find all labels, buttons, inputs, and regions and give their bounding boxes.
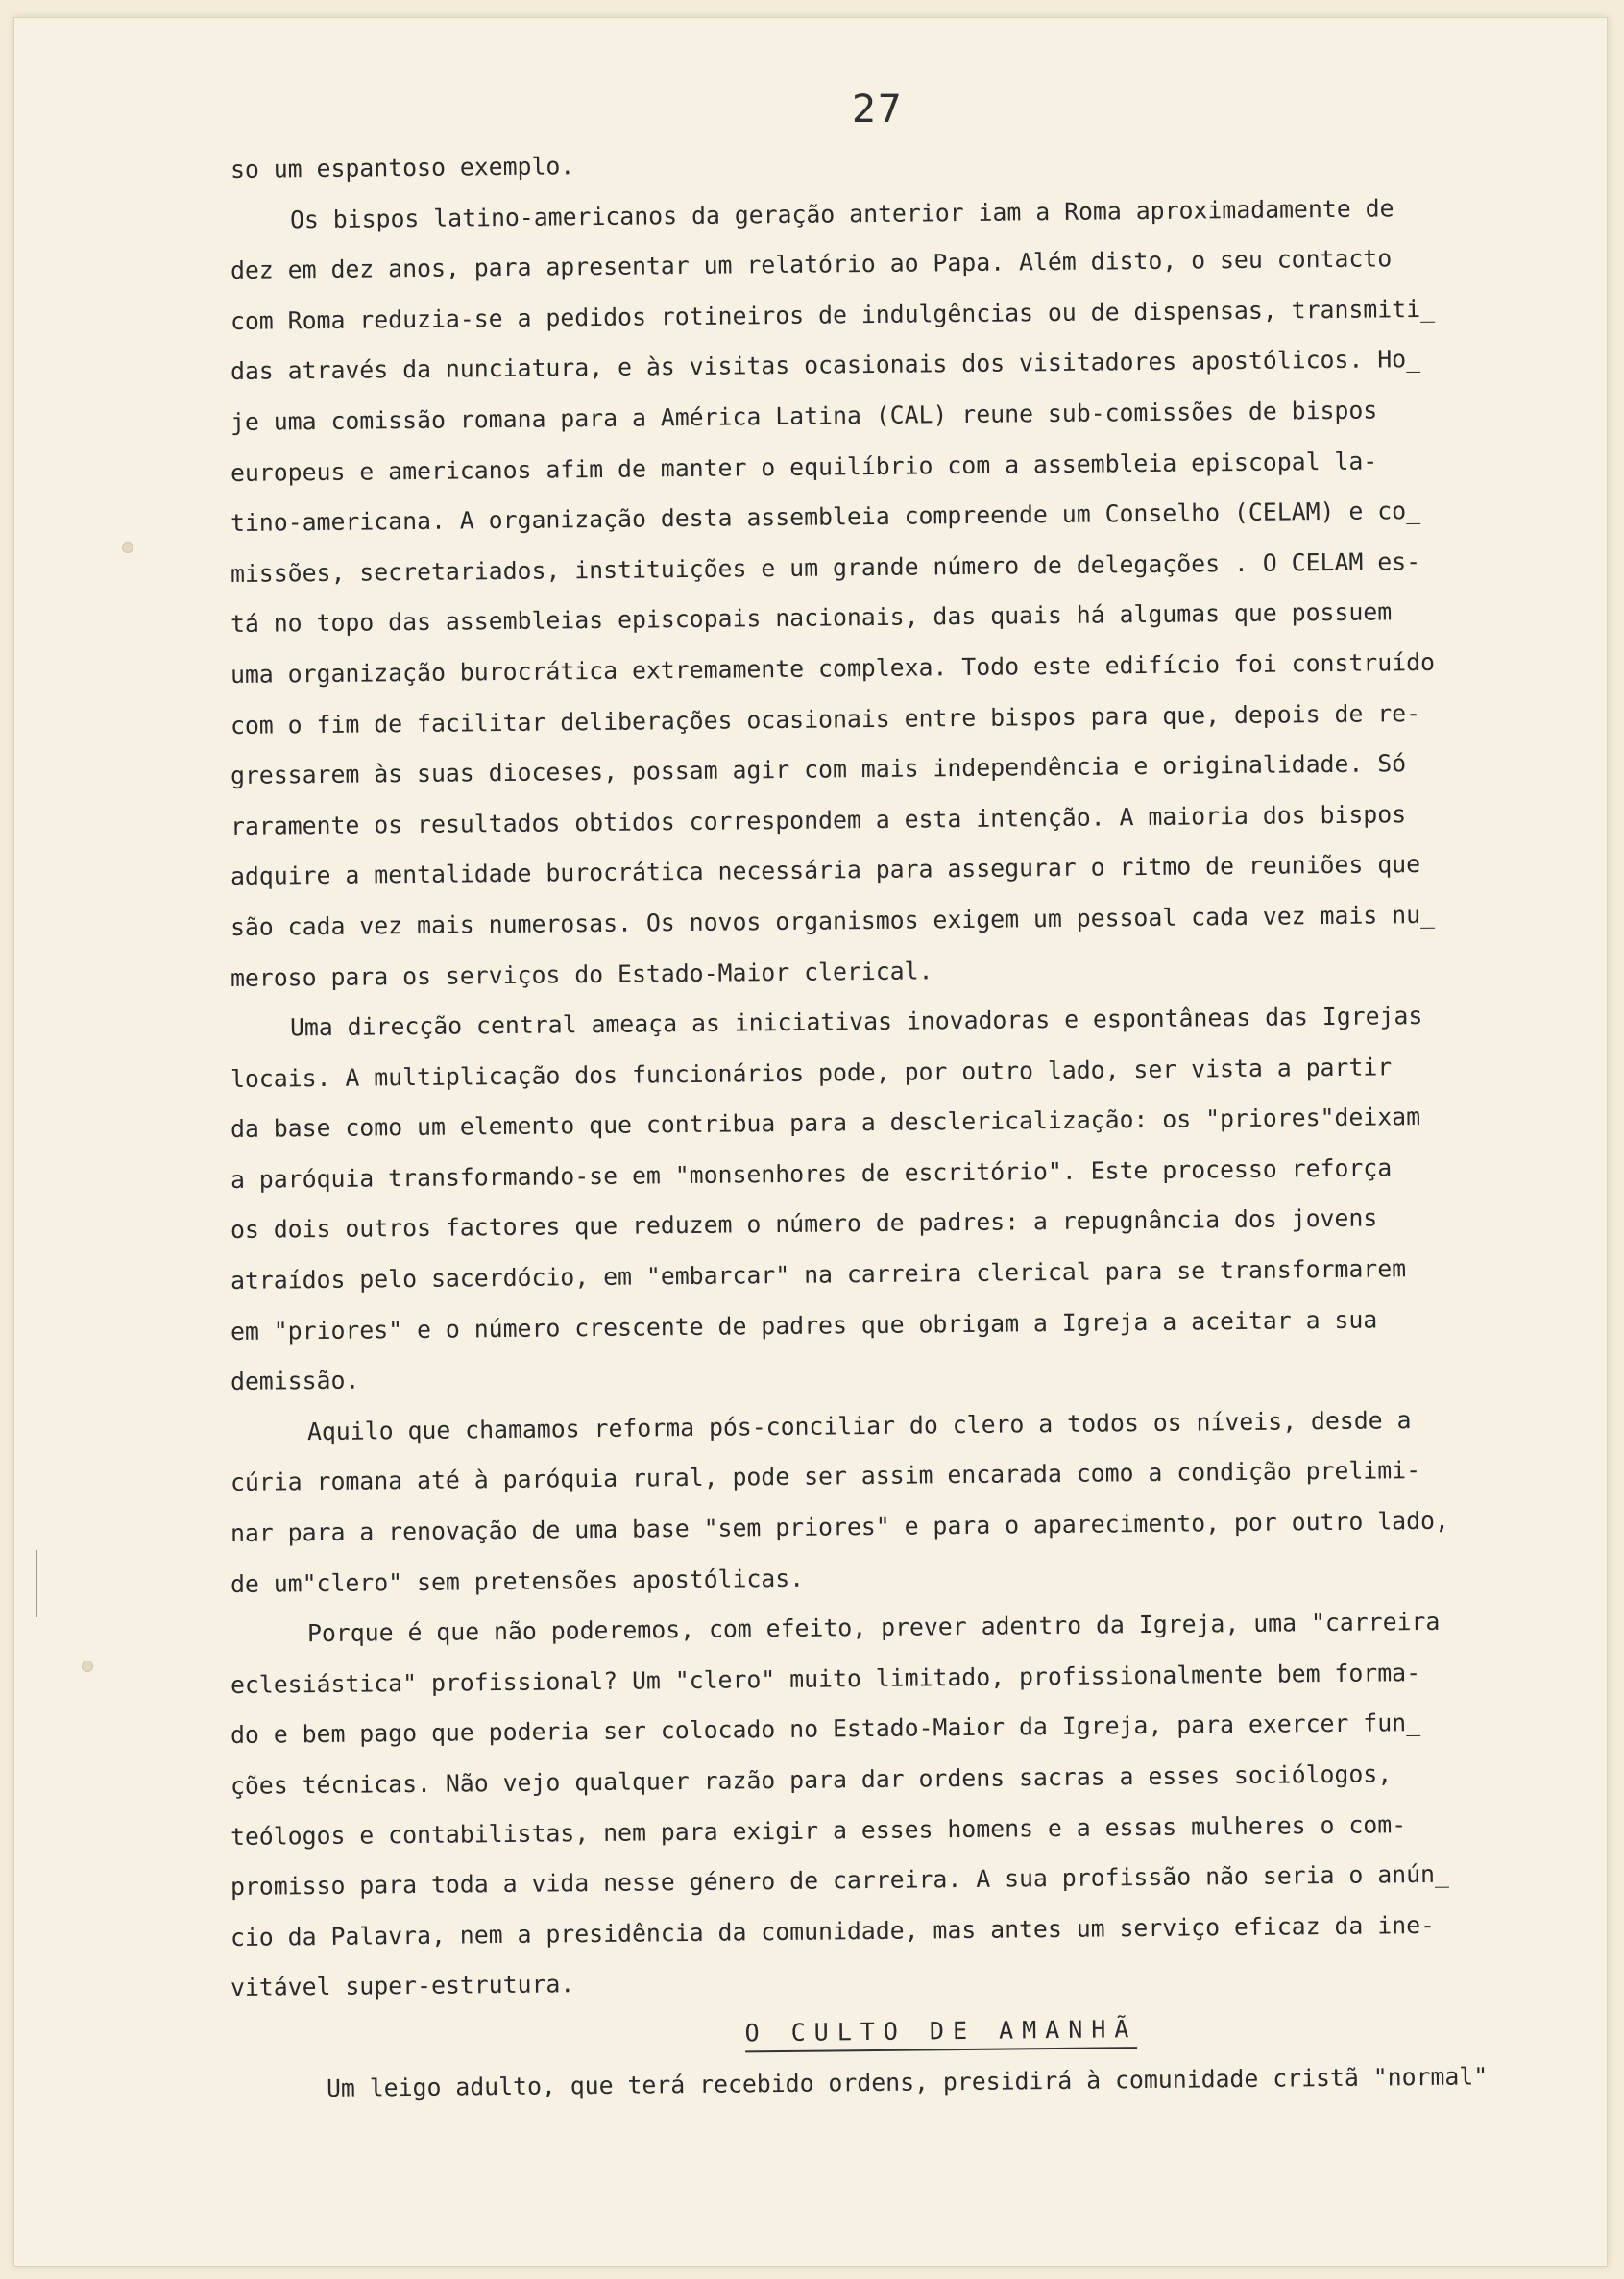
text-line: com Roma reduzia-se a pedidos rotineiros de indulgências ou de dispensas, transmiti_	[230, 294, 1436, 335]
text-line: meroso para os serviços do Estado-Maior clerical.	[230, 956, 933, 992]
text-line: eclesiástica" profissional? Um "clero" muito limitado, profissionalmente bem forma-	[230, 1658, 1421, 1699]
text-line: gressarem às suas dioceses, possam agir com mais independência e originalidade. Só	[230, 749, 1407, 790]
text-line: os dois outros factores que reduzem o número de padres: a repugnância dos jovens	[230, 1203, 1378, 1245]
text-line: so um espantoso exemplo.	[230, 152, 575, 183]
text-line: cúria romana até à paróquia rural, pode ser assim encarada como a condição prelimi-	[230, 1456, 1421, 1497]
text-line: raramente os resultados obtidos correspondem a esta intenção. A maioria dos bispos	[230, 799, 1407, 840]
text-line: europeus e americanos afim de manter o equilíbrio com a assembleia episcopal la-	[230, 447, 1378, 487]
text-line: teólogos e contabilistas, nem para exigir a esses homens e a essas mulheres o com-	[230, 1809, 1407, 1851]
text-line: locais. A multiplicação dos funcionários pode, por outro lado, ser vista a partir	[230, 1053, 1393, 1093]
text-line: tino-americana. A organização desta assembleia compreende um Conselho (CELAM) e co_	[230, 497, 1421, 538]
text-line: são cada vez mais numerosas. Os novos organismos exigem um pessoal cada vez mais nu_	[230, 900, 1436, 941]
text-line: ções técnicas. Não vejo qualquer razão para dar ordens sacras a esses sociólogos,	[230, 1759, 1393, 1800]
text-line: nar para a renovação de uma base "sem priores" e para o aparecimento, por outro lado,	[230, 1506, 1450, 1548]
text-line: uma organização burocrática extremamente complexa. Todo este edifício foi construído	[230, 647, 1436, 689]
text-line: atraídos pelo sacerdócio, em "embarcar" na carreira clerical para se transformarem	[230, 1254, 1407, 1296]
paper-punch-hole	[82, 1661, 93, 1672]
page-number: 27	[852, 87, 903, 132]
text-line: vitável super-estrutura.	[230, 1970, 575, 2002]
text-line: demissão.	[230, 1366, 360, 1396]
paper-punch-hole	[122, 542, 133, 553]
text-line: missões, secretariados, instituições e um grande número de delegações . O CELAM es-	[230, 546, 1421, 588]
text-line: a paróquia transformando-se em "monsenhores de escritório". Este processo reforça	[230, 1153, 1393, 1194]
document-body	[230, 145, 1537, 2115]
margin-mark	[36, 1550, 37, 1617]
text-line: da base como um elemento que contribua para a desclericalização: os "priores"deixam	[230, 1103, 1421, 1144]
text-line: Um leigo adulto, que terá recebido ordens, presidirá à comunidade cristã "normal"	[326, 2061, 1489, 2102]
document-page	[13, 17, 1608, 2267]
text-line: Os bispos latino-americanos da geração anterior iam a Roma aproximadamente de	[289, 193, 1394, 233]
section-heading: O CULTO DE AMANHÃ	[230, 2000, 1537, 2065]
text-line: je uma comissão romana para a América Latina (CAL) reune sub-comissões de bispos	[230, 396, 1378, 436]
text-line: Porque é que não poderemos, com efeito, prever adentro da Igreja, uma "carreira	[306, 1608, 1441, 1648]
text-line: em "priores" e o número crescente de padres que obrigam a Igreja a aceitar a sua	[230, 1305, 1378, 1346]
text-line: com o fim de facilitar deliberações ocasionais entre bispos para que, depois de re-	[230, 698, 1421, 739]
text-line: do e bem pago que poderia ser colocado no Estado-Maior da Igreja, para exercer fun_	[230, 1709, 1421, 1750]
text-line: dez em dez anos, para apresentar um relatório ao Papa. Além disto, o seu contacto	[230, 244, 1393, 285]
text-line: Aquilo que chamamos reforma pós-conciliar do clero a todos os níveis, desde a	[306, 1405, 1412, 1446]
text-line: de um"clero" sem pretensões apostólicas.	[230, 1564, 805, 1598]
text-line: Uma direcção central ameaça as iniciativas inovadoras e espontâneas das Igrejas	[289, 1002, 1423, 1042]
text-line: adquire a mentalidade burocrática necessária para assegurar o ritmo de reuniões que	[230, 850, 1421, 891]
text-line: das através da nunciatura, e às visitas ocasionais dos visitadores apostólicos. Ho_	[230, 345, 1421, 386]
text-line: promisso para toda a vida nesse género de carreira. A sua profissão não seria o anún_	[230, 1859, 1450, 1902]
text-line: tá no topo das assembleias episcopais nacionais, das quais há algumas que possuem	[230, 597, 1393, 639]
text-line: cio da Palavra, nem a presidência da comunidade, mas antes um serviço eficaz da ine-	[230, 1910, 1436, 1952]
